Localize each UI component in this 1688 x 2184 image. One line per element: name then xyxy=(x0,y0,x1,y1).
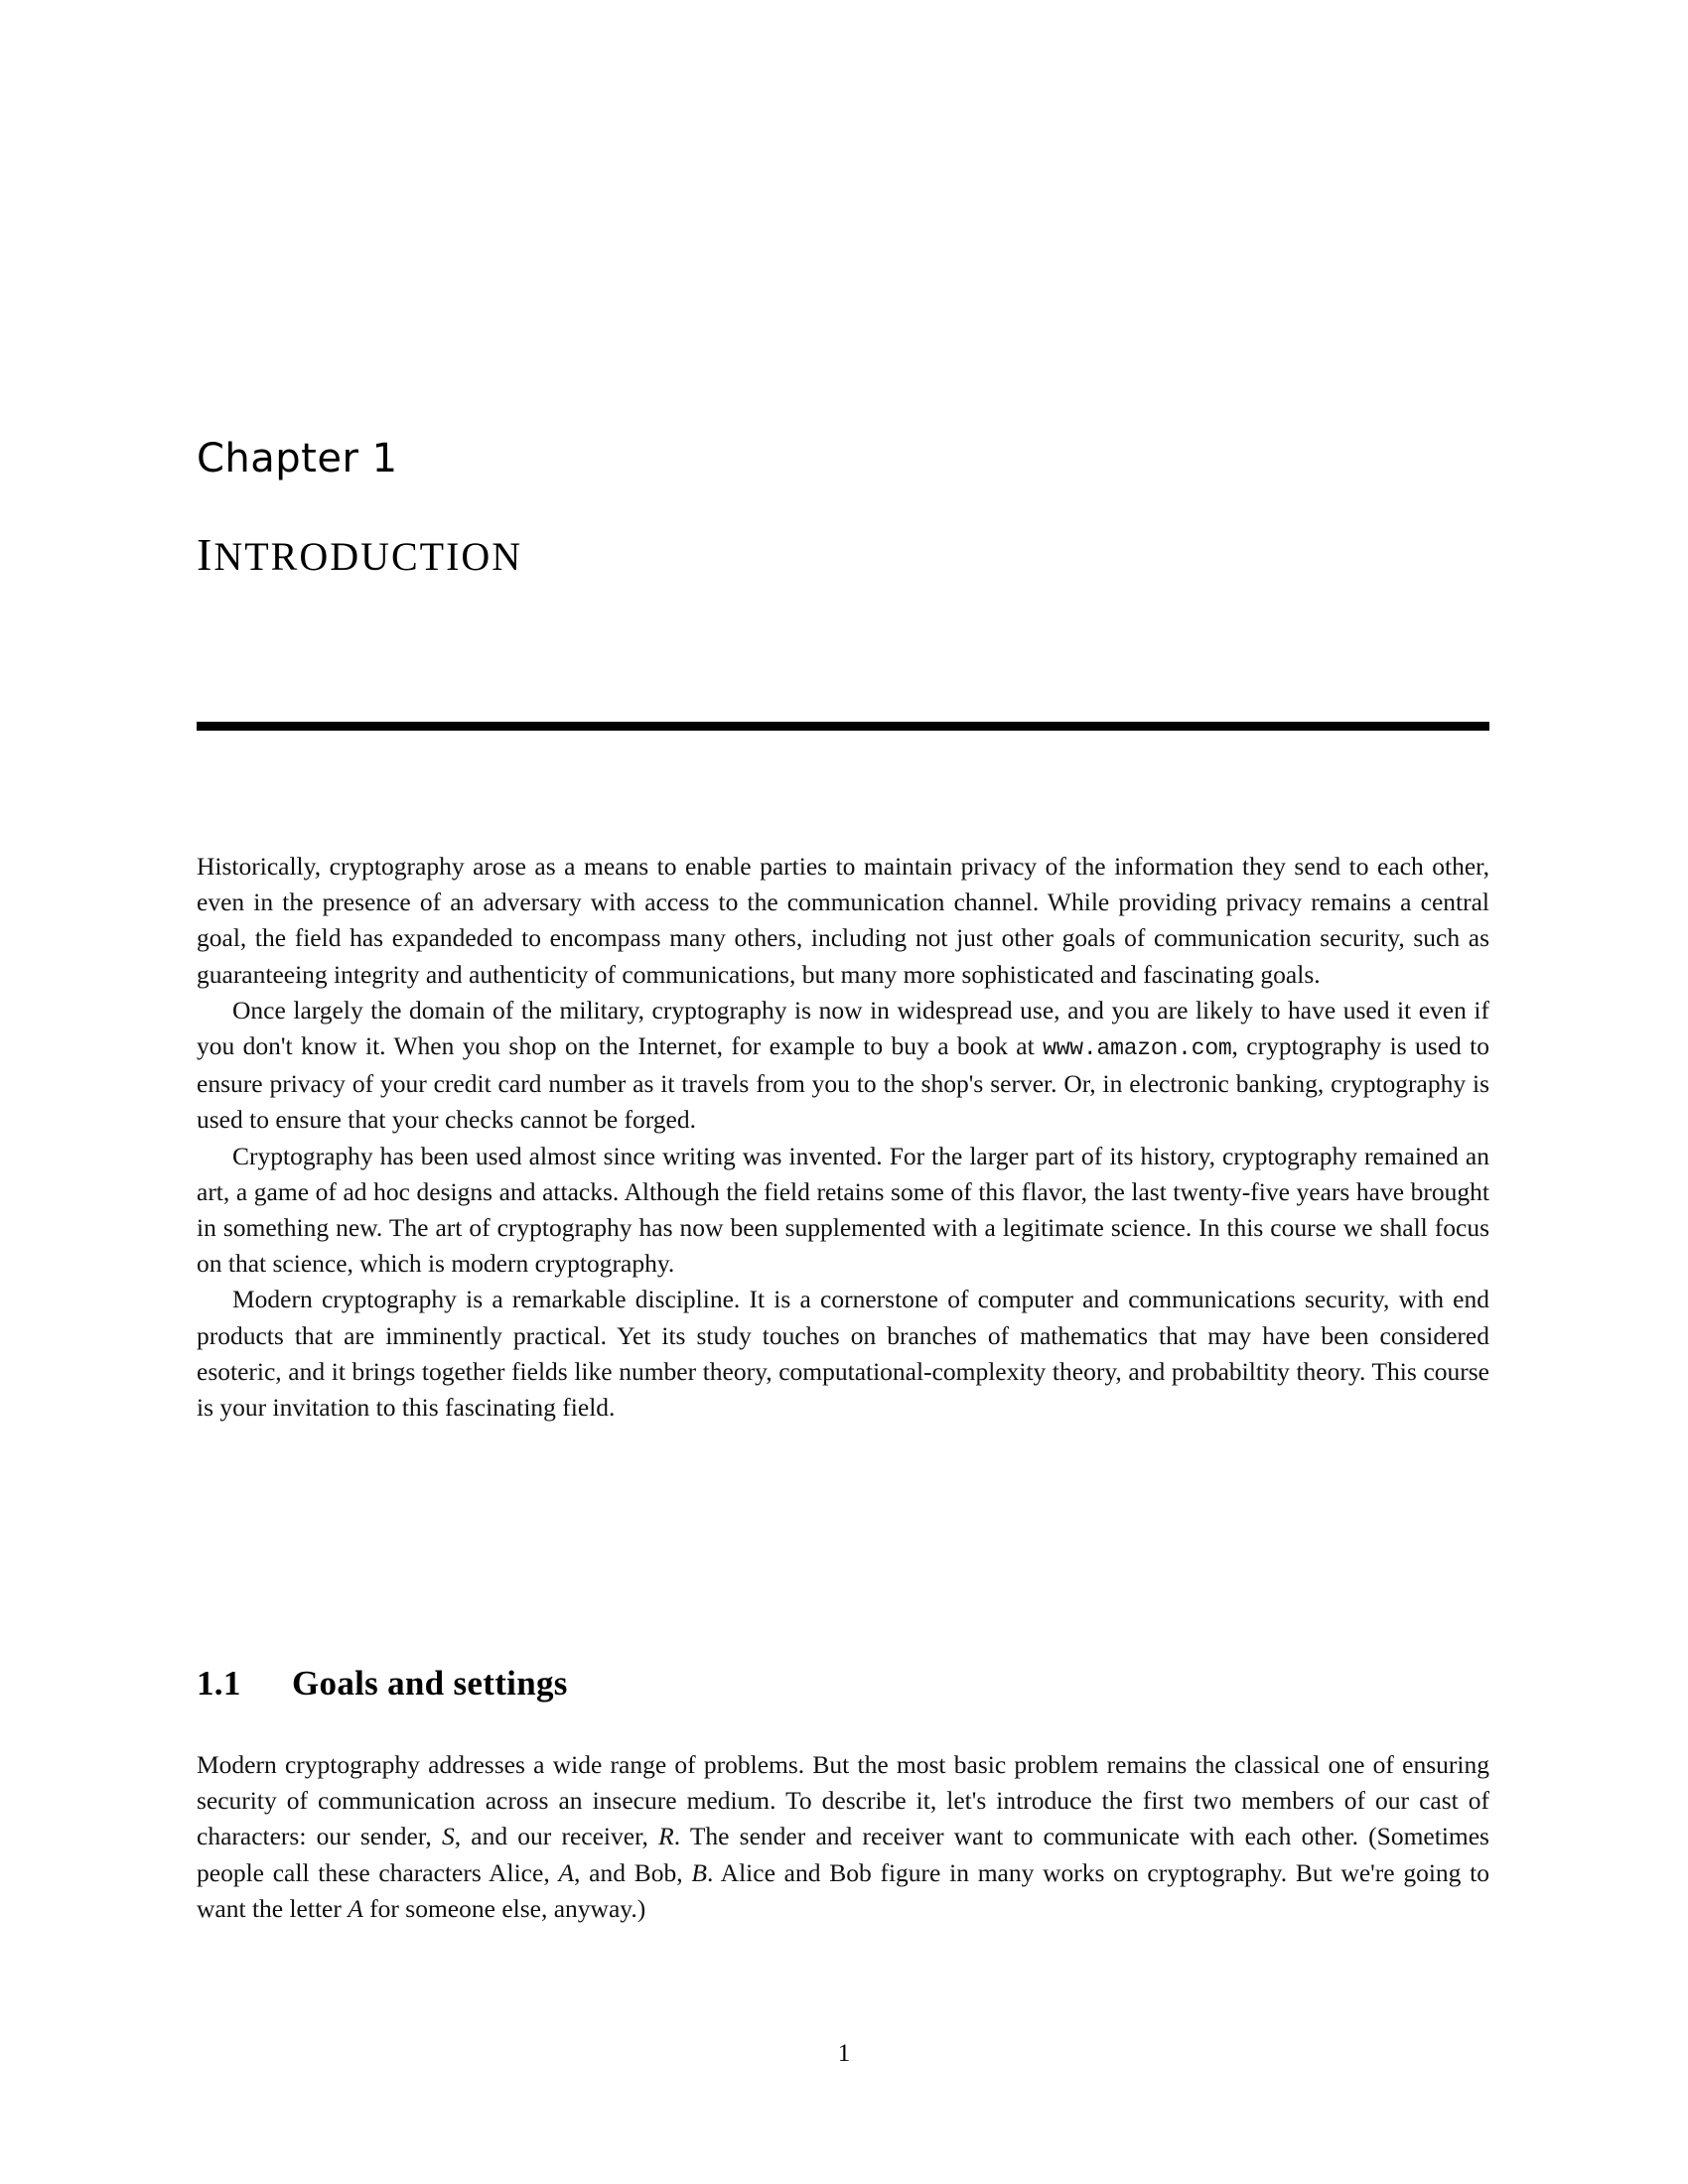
section-paragraph-1 xyxy=(197,1747,1489,1927)
chapter-divider-rule xyxy=(197,722,1489,731)
chapter-header xyxy=(197,437,1489,581)
section-1-1-body xyxy=(197,1747,1489,1927)
intro-paragraph-2-text-a: Once largely the domain of the military, cryptography is now in widespread use, and you are likely to have used it even if you don't know it. When you shop on the Internet, for example to buy a book at xyxy=(197,995,1489,1061)
section-heading-1-1 xyxy=(197,1664,1489,1704)
chapter-title xyxy=(197,530,1489,581)
section-text-b: , and our receiver, xyxy=(454,1822,659,1851)
intro-body-column xyxy=(197,849,1489,1426)
intro-paragraph-2-text-b: , cryptography is used to ensure privacy of your credit card number as it travels from you to the shop's server. Or, in electronic banking, cryptography is used to ensure that your checks cannot be forged. xyxy=(197,1031,1490,1135)
math-symbol-a-second: A xyxy=(348,1893,363,1923)
math-symbol-b: B xyxy=(691,1857,707,1887)
math-symbol-r: R xyxy=(658,1822,674,1851)
intro-paragraph-2 xyxy=(197,993,1489,1139)
chapter-title-rest: NTRODUCTION xyxy=(213,534,523,579)
amazon-url-text: www.amazon.com xyxy=(1043,1035,1232,1062)
math-symbol-a: A xyxy=(558,1857,575,1887)
chapter-title-initial: I xyxy=(197,529,214,580)
page-number: 1 xyxy=(837,2040,851,2067)
section-title: Goals and settings xyxy=(292,1664,568,1703)
chapter-label: Chapter 1 xyxy=(197,436,398,481)
intro-paragraph-4: Modern cryptography is a remarkable discipline. It is a cornerstone of computer and communications security, with end products that are imminently practical. Yet its study touches on branches of mathematics that may have been considered esoteric, and it brings together fields like number theory, computational-complexity theory, and probabiltity theory. This course is your invitation to this fascinating field. xyxy=(197,1285,1489,1423)
section-number: 1.1 xyxy=(197,1664,241,1703)
math-symbol-s: S xyxy=(441,1822,455,1851)
section-text-a: Modern cryptography addresses a wide range of problems. But the most basic problem remains the classical one of ensuring security of communication across an insecure medium. To describe it, let's introduce the first two members of our cast of characters: our sender, xyxy=(197,1750,1489,1851)
section-text-f: for someone else, anyway.) xyxy=(362,1893,646,1923)
intro-paragraph-3: Cryptography has been used almost since writing was invented. For the larger part of its history, cryptography remained an art, a game of ad hoc designs and attacks. Although the field retains some of this flavor, the last twenty-five years have brought in something new. The art of cryptography has now been supplemented with a legitimate science. In this course we shall focus on that science, which is modern cryptography. xyxy=(197,1141,1489,1279)
section-text-c: . The sender and receiver want to communicate with each other. (Sometimes people call these characters Alice, xyxy=(197,1822,1489,1887)
intro-paragraph-1: Historically, cryptography arose as a means to enable parties to maintain privacy of the information they send to each other, even in the presence of an adversary with access to the communication channel. While providing privacy remains a central goal, the field has expandeded to encompass many others, including not just other goals of communication security, such as guaranteeing integrity and authenticity of communications, but many more sophisticated and fascinating goals. xyxy=(197,852,1489,989)
section-text-d: , and Bob, xyxy=(574,1857,692,1887)
section-text-e: . Alice and Bob figure in many works on cryptography. But we're going to want the letter xyxy=(197,1857,1490,1923)
